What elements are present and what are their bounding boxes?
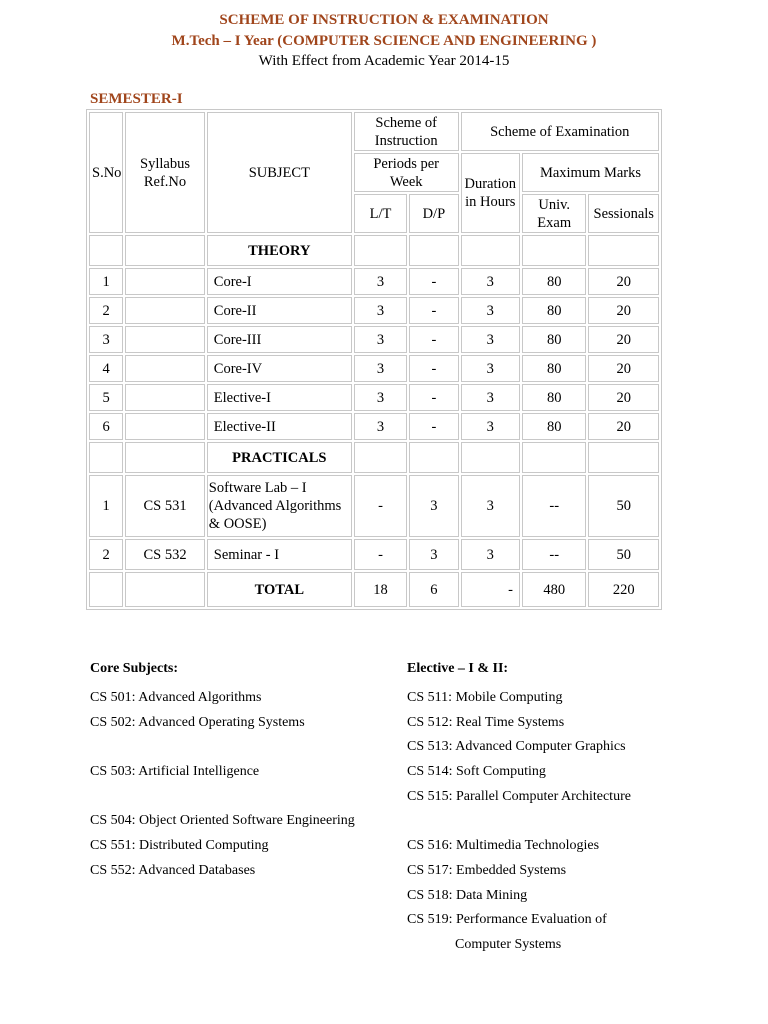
cell-dp: - xyxy=(409,326,458,353)
list-item: CS 517: Embedded Systems xyxy=(407,862,567,878)
list-spacer xyxy=(90,788,355,813)
total-sessionals: 220 xyxy=(588,572,659,607)
table-row xyxy=(89,413,659,440)
cell-sno: 1 xyxy=(89,268,123,295)
cell-sessionals: 50 xyxy=(588,539,659,570)
list-item: CS 511: Mobile Computing xyxy=(407,690,563,705)
cell-dp: 3 xyxy=(409,539,458,570)
cell-lt: 3 xyxy=(354,384,407,411)
cell-lt: 3 xyxy=(354,326,407,353)
scheme-table xyxy=(86,109,662,610)
practicals-label: PRACTICALS xyxy=(207,442,352,473)
cell-sno: 4 xyxy=(89,355,123,382)
theory-label: THEORY xyxy=(207,235,352,266)
cell-univ: 80 xyxy=(522,384,586,411)
header-syllabus-ref: Syllabus Ref.No xyxy=(125,112,205,233)
cell-sessionals: 50 xyxy=(588,475,659,537)
cell-ref xyxy=(125,297,205,324)
list-item: CS 501: Advanced Algorithms xyxy=(90,690,262,705)
cell-lt: 3 xyxy=(354,355,407,382)
cell-dp: - xyxy=(409,384,458,411)
cell-ref xyxy=(125,413,205,440)
cell-subject: Core-II xyxy=(207,297,352,324)
header-scheme-instruction: Scheme of Instruction xyxy=(354,112,459,151)
list-item: CS 514: Soft Computing xyxy=(407,764,546,780)
cell-sno: 3 xyxy=(89,326,123,353)
cell-duration: 3 xyxy=(461,539,520,570)
effective-year: With Effect from Academic Year 2014-15 xyxy=(258,53,510,69)
cell-lt: - xyxy=(354,475,407,537)
theory-section-row xyxy=(89,235,659,266)
cell-univ: 80 xyxy=(522,326,586,353)
total-lt: 18 xyxy=(354,572,407,607)
cell-sessionals: 20 xyxy=(588,268,659,295)
cell-subject: Core-IV xyxy=(207,355,352,382)
cell-sno: 2 xyxy=(89,297,123,324)
practicals-section-row xyxy=(89,442,659,473)
electives-title: Elective – I & II: xyxy=(407,661,509,676)
cell-univ: 80 xyxy=(522,268,586,295)
list-item-continuation: Computer Systems xyxy=(455,936,562,952)
cell-univ: 80 xyxy=(522,297,586,324)
list-spacer xyxy=(90,738,355,763)
core-subjects-title: Core Subjects: xyxy=(90,661,179,676)
list-item: CS 503: Artificial Intelligence xyxy=(90,764,260,780)
total-univ: 480 xyxy=(522,572,586,607)
cell-dp: - xyxy=(409,297,458,324)
cell-duration: 3 xyxy=(461,475,520,537)
table-row xyxy=(89,539,659,570)
electives-list xyxy=(407,660,631,961)
list-item: CS 518: Data Mining xyxy=(407,887,528,903)
cell-dp: - xyxy=(409,355,458,382)
cell-univ: 80 xyxy=(522,355,586,382)
cell-subject: Software Lab – I (Advanced Algorithms & OOSE) xyxy=(207,475,352,537)
cell-sessionals: 20 xyxy=(588,413,659,440)
header-sno: S.No xyxy=(89,112,123,233)
cell-subject: Seminar - I xyxy=(207,539,352,570)
header-periods-per-week: Periods per Week xyxy=(354,153,459,192)
list-item: CS 513: Advanced Computer Graphics xyxy=(407,739,626,755)
table-row xyxy=(89,326,659,353)
table-row xyxy=(89,268,659,295)
cell-lt: - xyxy=(354,539,407,570)
cell-duration: 3 xyxy=(461,413,520,440)
cell-lt: 3 xyxy=(354,297,407,324)
program-title: M.Tech – I Year (COMPUTER SCIENCE AND ENGINEERING ) xyxy=(171,33,597,49)
cell-subject: Core-III xyxy=(207,326,352,353)
semester-heading: SEMESTER-I xyxy=(90,91,183,107)
cell-duration: 3 xyxy=(461,326,520,353)
list-item: CS 504: Object Oriented Software Engineering xyxy=(90,813,355,829)
cell-ref xyxy=(125,326,205,353)
cell-duration: 3 xyxy=(461,384,520,411)
list-item: CS 512: Real Time Systems xyxy=(407,714,565,730)
cell-duration: 3 xyxy=(461,268,520,295)
list-item: CS 516: Multimedia Technologies xyxy=(407,838,600,854)
cell-duration: 3 xyxy=(461,297,520,324)
list-item: CS 552: Advanced Databases xyxy=(90,862,256,878)
cell-dp: 3 xyxy=(409,475,458,537)
header-duration: Duration in Hours xyxy=(461,153,520,233)
cell-univ: -- xyxy=(522,475,586,537)
cell-sessionals: 20 xyxy=(588,355,659,382)
cell-sessionals: 20 xyxy=(588,297,659,324)
cell-sno: 1 xyxy=(89,475,123,537)
header-scheme-examination: Scheme of Examination xyxy=(461,112,659,151)
core-subjects-list xyxy=(90,660,355,887)
cell-sno: 5 xyxy=(89,384,123,411)
cell-ref xyxy=(125,268,205,295)
header-univ-exam: Univ. Exam xyxy=(522,194,586,233)
table-row xyxy=(89,297,659,324)
list-item: CS 519: Performance Evaluation of xyxy=(407,912,607,928)
cell-univ: -- xyxy=(522,539,586,570)
total-dp: 6 xyxy=(409,572,458,607)
total-duration: - xyxy=(461,572,520,607)
cell-lt: 3 xyxy=(354,413,407,440)
header-subject: SUBJECT xyxy=(207,112,352,233)
table-row xyxy=(89,355,659,382)
cell-sno: 6 xyxy=(89,413,123,440)
table-row xyxy=(89,384,659,411)
header-lt: L/T xyxy=(354,194,407,233)
list-item: CS 515: Parallel Computer Architecture xyxy=(407,788,631,804)
cell-sno: 2 xyxy=(89,539,123,570)
cell-dp: - xyxy=(409,268,458,295)
header-maximum-marks: Maximum Marks xyxy=(522,153,659,192)
cell-sessionals: 20 xyxy=(588,384,659,411)
cell-subject: Elective-I xyxy=(207,384,352,411)
cell-univ: 80 xyxy=(522,413,586,440)
cell-subject: Elective-II xyxy=(207,413,352,440)
cell-lt: 3 xyxy=(354,268,407,295)
total-label: TOTAL xyxy=(207,572,352,607)
cell-duration: 3 xyxy=(461,355,520,382)
list-spacer xyxy=(407,812,631,837)
list-item: CS 502: Advanced Operating Systems xyxy=(90,714,305,730)
cell-ref: CS 531 xyxy=(125,475,205,537)
cell-ref xyxy=(125,384,205,411)
cell-ref: CS 532 xyxy=(125,539,205,570)
cell-ref xyxy=(125,355,205,382)
header-sessionals: Sessionals xyxy=(588,194,659,233)
cell-sessionals: 20 xyxy=(588,326,659,353)
header-dp: D/P xyxy=(409,194,458,233)
list-item: CS 551: Distributed Computing xyxy=(90,838,269,854)
document-title: SCHEME OF INSTRUCTION & EXAMINATION xyxy=(219,12,549,28)
cell-subject: Core-I xyxy=(207,268,352,295)
cell-dp: - xyxy=(409,413,458,440)
total-row xyxy=(89,572,659,607)
table-row xyxy=(89,475,659,537)
